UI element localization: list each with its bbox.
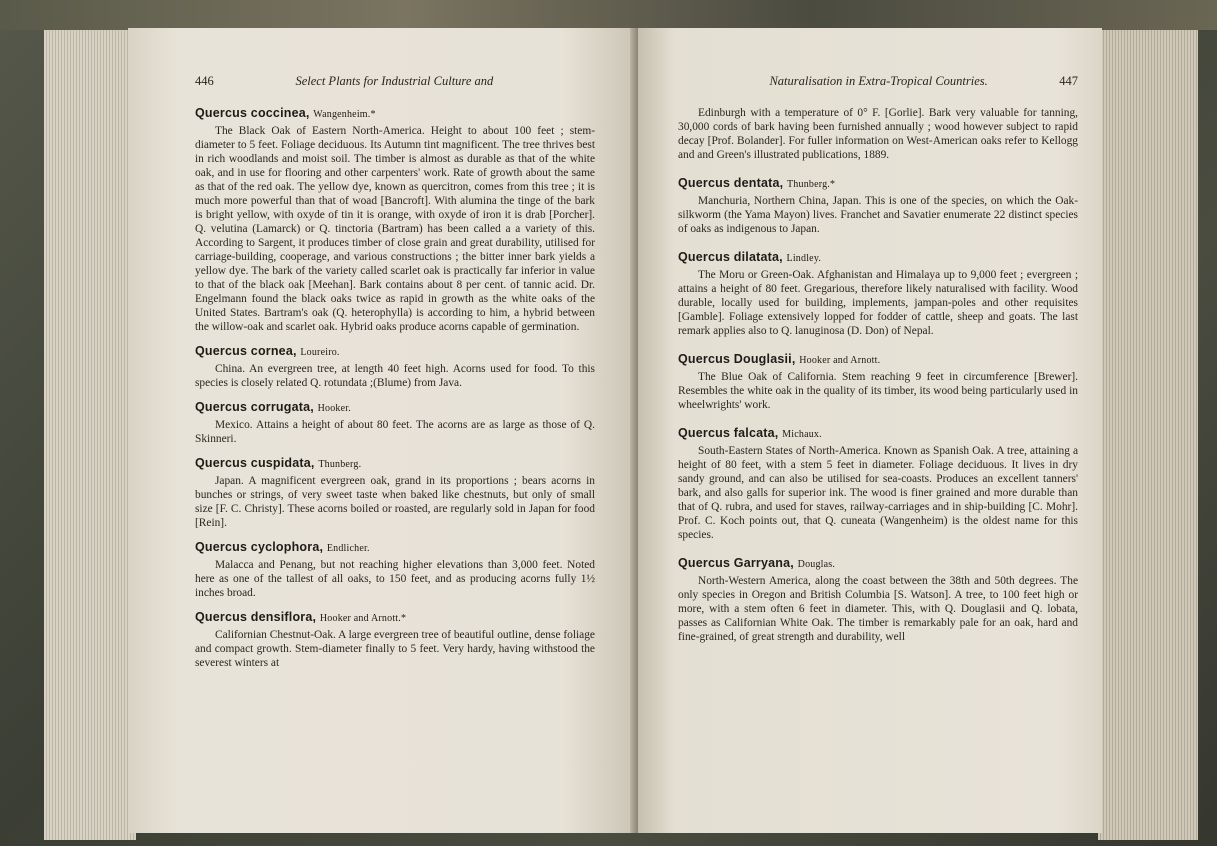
species-heading (678, 556, 1078, 572)
species-authority: Douglas. (797, 559, 836, 570)
species-entry (195, 400, 595, 446)
species-heading (195, 400, 595, 416)
right-page-number: 447 (1059, 74, 1078, 88)
cover-top-edge (0, 0, 1217, 30)
species-entry (678, 556, 1078, 644)
left-running-head (195, 74, 595, 89)
continued-paragraph: Edinburgh with a temperature of 0° F. [Gorlie]. Bark very valuable for tanning, 30,000 cords of bark having been furnished annually ; wood however subject to rapid decay [Prof. Bolander]. For fuller information on West-American oaks refer to Kellogg and and Green's illustrated publications, 1889. (678, 107, 1078, 161)
left-page-number: 446 (195, 74, 214, 88)
species-name: Quercus corrugata, (195, 400, 314, 414)
species-authority: Michaux. (782, 429, 822, 440)
species-authority: Wangenheim.* (313, 109, 376, 120)
species-entry (678, 176, 1078, 236)
species-entry (195, 456, 595, 530)
species-name: Quercus falcata, (678, 426, 779, 440)
page-stack-right (1098, 30, 1198, 840)
species-heading (195, 456, 595, 472)
species-entry (195, 344, 595, 390)
species-entry (678, 352, 1078, 412)
species-entry (678, 250, 1078, 338)
species-entry (195, 610, 595, 670)
left-page (128, 28, 638, 833)
species-authority: Endlicher. (326, 543, 370, 554)
species-entry (195, 106, 595, 334)
left-page-body (195, 106, 595, 670)
species-description: Californian Chestnut-Oak. A large evergreen tree of beautiful outline, dense foliage and compact growth. Stem-diameter finally to 5 feet. Very hardy, having withstood the severest winters at (195, 629, 595, 669)
left-running-title: Select Plants for Industrial Culture and (295, 74, 494, 88)
species-heading (678, 352, 1078, 368)
right-running-head (678, 74, 1078, 89)
species-authority: Hooker and Arnott.* (319, 613, 407, 624)
species-description: Japan. A magnificent evergreen oak, grand in its proportions ; bears acorns in bunches or strings, of very sweet taste when baked like chestnuts, but only of small size [F. C. Christy]. These acorns boiled or roasted, are regularly sold in Japan for food [Rein]. (195, 475, 595, 529)
species-name: Quercus Douglasii, (678, 352, 796, 366)
species-authority: Loureiro. (300, 347, 340, 358)
species-authority: Thunberg. (318, 459, 362, 470)
species-name: Quercus densiflora, (195, 610, 317, 624)
species-name: Quercus Garryana, (678, 556, 794, 570)
species-name: Quercus dentata, (678, 176, 784, 190)
species-description: Malacca and Penang, but not reaching higher elevations than 3,000 feet. Noted here as one of the tallest of all oaks, to 150 feet, and as producing acorns fully 1½ inches broad. (195, 559, 595, 599)
species-heading (195, 540, 595, 556)
species-entry (678, 426, 1078, 542)
right-page (638, 28, 1102, 833)
species-description: Manchuria, Northern China, Japan. This is one of the species, on which the Oak-silkworm (the Yama Mayon) lives. Franchet and Savatier enumerate 22 distinct species of oaks as indigenous to Japan. (678, 195, 1078, 235)
species-name: Quercus cuspidata, (195, 456, 315, 470)
species-description: Mexico. Attains a height of about 80 feet. The acorns are as large as those of Q. Skinneri. (195, 419, 595, 445)
species-description: The Blue Oak of California. Stem reaching 9 feet in circumference [Brewer]. Resembles the white oak in the quality of its timber, its wood being particularly used in wheelwrights' work. (678, 371, 1078, 411)
species-description: North-Western America, along the coast between the 38th and 50th degrees. The only species in Oregon and British Columbia [S. Watson]. A tree, to 100 feet high or more, with a stem often 6 feet in diameter. This, with Q. Douglasii and Q. lobata, passes as Californian White Oak. The timber is remarkably pale for an oak, hard and fine-grained, of great strength and durability, well (678, 575, 1078, 643)
right-running-title: Naturalisation in Extra-Tropical Countries. (769, 74, 988, 88)
species-heading (678, 176, 1078, 192)
species-authority: Hooker. (317, 403, 351, 414)
species-name: Quercus cyclophora, (195, 540, 324, 554)
species-heading (195, 106, 595, 122)
species-authority: Thunberg.* (787, 179, 836, 190)
species-description: South-Eastern States of North-America. Known as Spanish Oak. A tree, attaining a height of 80 feet, with a stem 5 feet in diameter. Foliage deciduous. It lives in dry sandy ground, and can also be utilised for sea-coasts. Produces an excellent tanners' bark, and also galls for superior ink. The wood is finer grained and more durable than that of Q. rubra, and used for staves, railway-carriages and in ship-building [C. Mohr]. Prof. C. Koch points out, that Q. cuneata (Wangenheim) is the oldest name for this species. (678, 445, 1078, 541)
species-description: The Moru or Green-Oak. Afghanistan and Himalaya up to 9,000 feet ; evergreen ; attains a height of 80 feet. Gregarious, therefore likely naturalised with facility. Wood durable, locally used for building, implements, jampan-poles and other requisites [Gamble]. Foliage extensively lopped for fodder of cattle, sheep and goats. The last remark applies also to Q. lanuginosa (D. Don) of Nepal. (678, 269, 1078, 337)
species-name: Quercus dilatata, (678, 250, 783, 264)
species-heading (678, 426, 1078, 442)
species-description: The Black Oak of Eastern North-America. Height to about 100 feet ; stem-diameter to 5 feet. Foliage deciduous. Its Autumn tint magnificent. The tree thrives best in rich woodlands and moist soil. The timber is almost as durable as that of the white oak, and in use for flooring and other carpenters' work. Rate of growth about the same as that of the red oak. The yellow dye, known as quercitron, comes from this tree ; it is much more powerful than that of woad [Bancroft]. With alumina the tinge of the bark is bright yellow, with oxyde of tin it is orange, with oxyde of iron it is drab [Porcher]. Q. velutina (Lamarck) or Q. tinctoria (Bartram) has been called a a variety of this. According to Sargent, it produces timber of close grain and great durability, utilised for carriage-building, cooperage, and various constructions ; the bitter inner bark yields a yellow dye. The bark of the variety called scarlet oak is practically far inferior in value to that of the black oak [Meehan]. Bark contains about 8 per cent. of tannic acid. Dr. Engelmann found the black oaks twice as rapid in growth as the white oaks of the United States. Bartram's oak (Q. heterophylla) is according to him, a hybrid between the willow-oak and scarlet oak. Hybrid oaks produce acorns capable of germination. (195, 125, 595, 333)
page-stack-left (44, 30, 136, 840)
species-name: Quercus coccinea, (195, 106, 310, 120)
right-page-body (678, 106, 1078, 644)
species-entry (195, 540, 595, 600)
species-heading (678, 250, 1078, 266)
species-description: China. An evergreen tree, at length 40 feet high. Acorns used for food. To this species is closely related Q. rotundata ;(Blume) from Java. (195, 363, 595, 389)
species-authority: Hooker and Arnott. (799, 355, 881, 366)
species-heading (195, 344, 595, 360)
species-name: Quercus cornea, (195, 344, 297, 358)
species-authority: Lindley. (786, 253, 822, 264)
species-heading (195, 610, 595, 626)
